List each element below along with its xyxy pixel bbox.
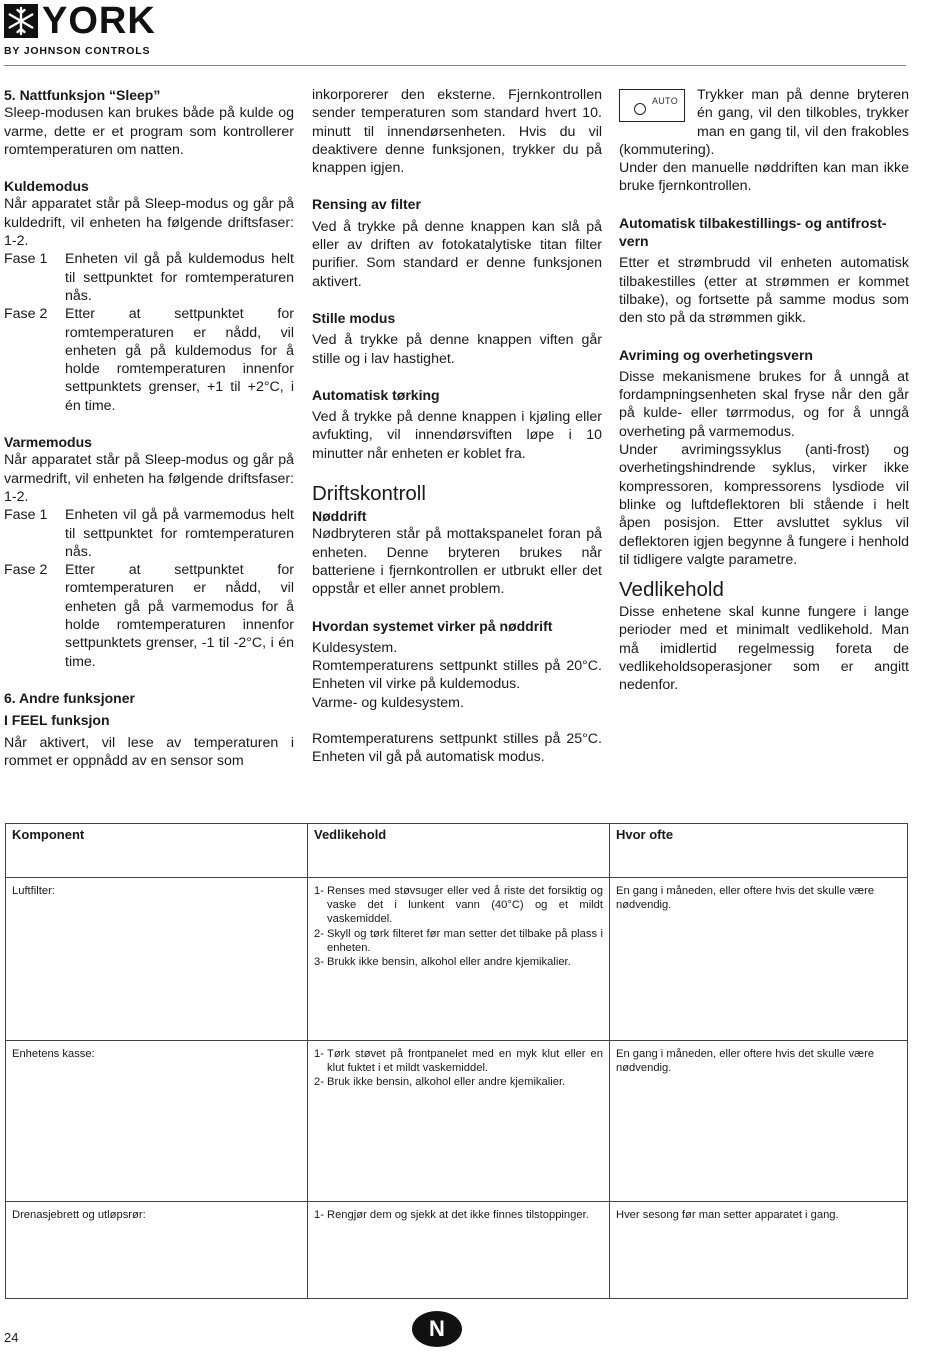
emergency-how-line-2: Romtemperaturens settpunkt stilles på 20°C. Enheten vil virke på kuldemodus.	[312, 658, 602, 693]
fase-label: Fase 2	[4, 562, 48, 579]
emergency-text: Nødbryteren står på mottakspanelet foran på enheten. Denne bryteren brukes når batteriene i fjernkontrollen er utbrukt eller det oppstår et eller annet problem.	[312, 526, 602, 598]
maintenance-text: Disse enhetene skal kunne fungere i lange perioder med et minimalt vedlikehold. Man må imidlertid regelmessig foreta de vedlikeholdsoperasjoner som er angitt nedenfor.	[619, 604, 909, 694]
defrost-text-1: Disse mekanismene brukes for å unngå at fordampningsenheten skal fryse når den går på kulde- eller tørrmodus, og for å unngå overheting på varmemodus.	[619, 368, 909, 440]
maintenance-cell	[308, 878, 610, 1041]
operation-control-title: Driftskontroll	[312, 482, 426, 506]
brand-name: YORK	[42, 0, 156, 42]
frequency-cell: Hver sesong før man setter apparatet i gang.	[610, 1202, 908, 1299]
filter-text: Ved å trykke på denne knappen kan slå på eller av driften av fotokatalytiske titan filter purifier. Som standard er denne funksjonen aktivert.	[312, 218, 602, 290]
york-logo	[4, 0, 164, 57]
table-row	[6, 1202, 908, 1299]
maintenance-table	[5, 823, 908, 1299]
brand-byline: BY JOHNSON CONTROLS	[4, 45, 151, 57]
ifeel-text: Når aktivert, vil lese av temperaturen i rommet er oppnådd av en sensor som	[4, 734, 294, 769]
fase-label: Fase 1	[4, 251, 48, 268]
column-right	[619, 86, 909, 695]
sleep-heading: 5. Nattfunksjon “Sleep”	[4, 87, 161, 103]
maintenance-title: Vedlikehold	[619, 578, 724, 602]
defrost-heading: Avriming og overhetingsvern	[619, 346, 813, 363]
defrost-text-2: Under avrimingssyklus (anti-frost) og overhetingshindrende syklus, virker ikke kompressoren, kompressorens lysdiode vil blinke og luftdeflektoren bli stående i helt åpen posisjon. Etter avsluttet syklus vil deflektoren igjen begynne å fungere i henhold til tidligere valgte parametre.	[619, 442, 909, 568]
maintenance-cell	[308, 1202, 610, 1299]
emergency-how-heading: Hvordan systemet virker på nøddrift	[312, 617, 553, 634]
step-item: 1- Renses med støvsuger eller ved å riste det forsiktig og vaske det i lunkent vann (40°C) og et mildt vaskemiddel.	[314, 885, 603, 926]
step-item: 1- Tørk støvet på frontpanelet med en myk klut eller en klut fuktet i et mildt vaskemiddel.	[314, 1048, 603, 1075]
cool-mode-intro: Når apparatet står på Sleep-modus og går på kuldedrift, vil enheten ha følgende driftsfaser: 1-2.	[4, 196, 294, 250]
fase-label: Fase 1	[4, 507, 48, 524]
auto-switch-text: Trykker man på denne bryteren én gang, vil den tilkobles, trykker man en gang til, vil den frakobles (kommutering).	[619, 87, 909, 158]
filter-heading: Rensing av filter	[312, 196, 421, 213]
step-item: 1- Rengjør dem og sjekk at det ikke finnes tilstoppinger.	[314, 1209, 589, 1221]
table-row	[6, 1041, 908, 1202]
ifeel-heading: I FEEL funksjon	[4, 712, 110, 729]
quiet-mode-heading: Stille modus	[312, 309, 396, 326]
step-item: 2- Skyll og tørk filteret før man setter det tilbake på plass i enheten.	[314, 927, 603, 954]
auto-switch-illustration	[619, 89, 685, 122]
table-row	[6, 878, 908, 1041]
emergency-how-line-4: Romtemperaturens settpunkt stilles på 25°C. Enheten vil gå på automatisk modus.	[312, 731, 602, 766]
header-maintenance: Vedlikehold	[308, 824, 610, 878]
auto-label: AUTO	[651, 96, 678, 106]
auto-dry-heading: Automatisk tørking	[312, 386, 440, 403]
ifeel-text-continued: inkorporerer den eksterne. Fjernkontrollen sender temperaturen som standard hvert 10. minutt til innendørsenheten. Hvis du vil deaktivere denne funksjonen, trykker du på knappen igjen.	[312, 87, 602, 177]
column-left	[4, 86, 294, 770]
auto-button-icon	[634, 103, 646, 115]
manual-emergency-text: Under den manuelle nøddriften kan man ikke bruke fjernkontrollen.	[619, 160, 909, 195]
step-item: 3- Brukk ikke bensin, alkohol eller andre kjemikalier.	[314, 956, 571, 969]
header-frequency: Hvor ofte	[610, 824, 908, 878]
auto-reset-heading: Automatisk tilbakestillings- og antifrost-vern	[619, 214, 887, 250]
frequency-cell: En gang i måneden, eller oftere hvis det skulle være nødvendig.	[610, 1041, 908, 1202]
table-header-row	[6, 824, 908, 878]
frequency-cell: En gang i måneden, eller oftere hvis det skulle være nødvendig.	[610, 878, 908, 1041]
heat-fase-2	[4, 561, 294, 671]
emergency-heading: Nøddrift	[312, 508, 367, 525]
heat-mode-heading: Varmemodus	[4, 434, 92, 451]
heat-mode-intro: Når apparatet står på Sleep-modus og går på varmedrift, vil enheten ha følgende driftsfaser: 1-2.	[4, 452, 294, 505]
fase-label: Fase 2	[4, 306, 48, 323]
header-component: Komponent	[6, 824, 308, 878]
cool-fase-1	[4, 250, 294, 305]
other-functions-heading: 6. Andre funksjoner	[4, 689, 135, 706]
cool-mode-heading: Kuldemodus	[4, 178, 89, 195]
fase-text: Etter at settpunktet for romtemperaturen er nådd, vil enheten gå på varmemodus for å holde romtemperaturen innenfor settpunktets grenser, -1 til -2°C, i én time.	[65, 562, 294, 670]
language-badge: N	[412, 1311, 462, 1347]
column-middle	[312, 86, 602, 767]
page-number: 24	[4, 1330, 19, 1345]
header-divider	[4, 65, 906, 66]
maintenance-cell	[308, 1041, 610, 1202]
step-item: 2- Bruk ikke bensin, alkohol eller andre kjemikalier.	[314, 1076, 566, 1089]
cool-fase-2	[4, 305, 294, 415]
quiet-mode-text: Ved å trykke på denne knappen viften går stille og i lav hastighet.	[312, 332, 602, 367]
component-cell: Luftfilter:	[6, 878, 308, 1041]
auto-reset-text: Etter et strømbrudd vil enheten automatisk tilbakestilles (etter at strømmen er kommet tilbake), og fortsette på samme modus som den sto på da strømmen gikk.	[619, 255, 909, 327]
auto-dry-text: Ved å trykke på denne knappen i kjøling eller avfukting, vil innendørsviften løpe i 10 minutter når enheten er koblet fra.	[312, 409, 602, 462]
snowflake-logo-icon	[4, 4, 38, 38]
emergency-how-line-1: Kuldesystem.	[312, 639, 398, 656]
fase-text: Enheten vil gå på kuldemodus helt til settpunktet for romtemperaturen nås.	[65, 251, 294, 304]
fase-text: Enheten vil gå på varmemodus helt til settpunktet for romtemperaturen nås.	[65, 507, 294, 560]
heat-fase-1	[4, 506, 294, 561]
component-cell: Drenasjebrett og utløpsrør:	[6, 1202, 308, 1299]
sleep-intro: Sleep-modusen kan brukes både på kulde og varme, dette er et program som kontrollerer romtemperaturen om natten.	[4, 105, 294, 158]
fase-text: Etter at settpunktet for romtemperaturen er nådd, vil enheten gå på kuldemodus for å holde romtemperaturen innenfor settpunktets grenser, +1 til +2°C, i én time.	[65, 306, 294, 414]
component-cell: Enhetens kasse:	[6, 1041, 308, 1202]
emergency-how-line-3: Varme- og kuldesystem.	[312, 694, 464, 711]
